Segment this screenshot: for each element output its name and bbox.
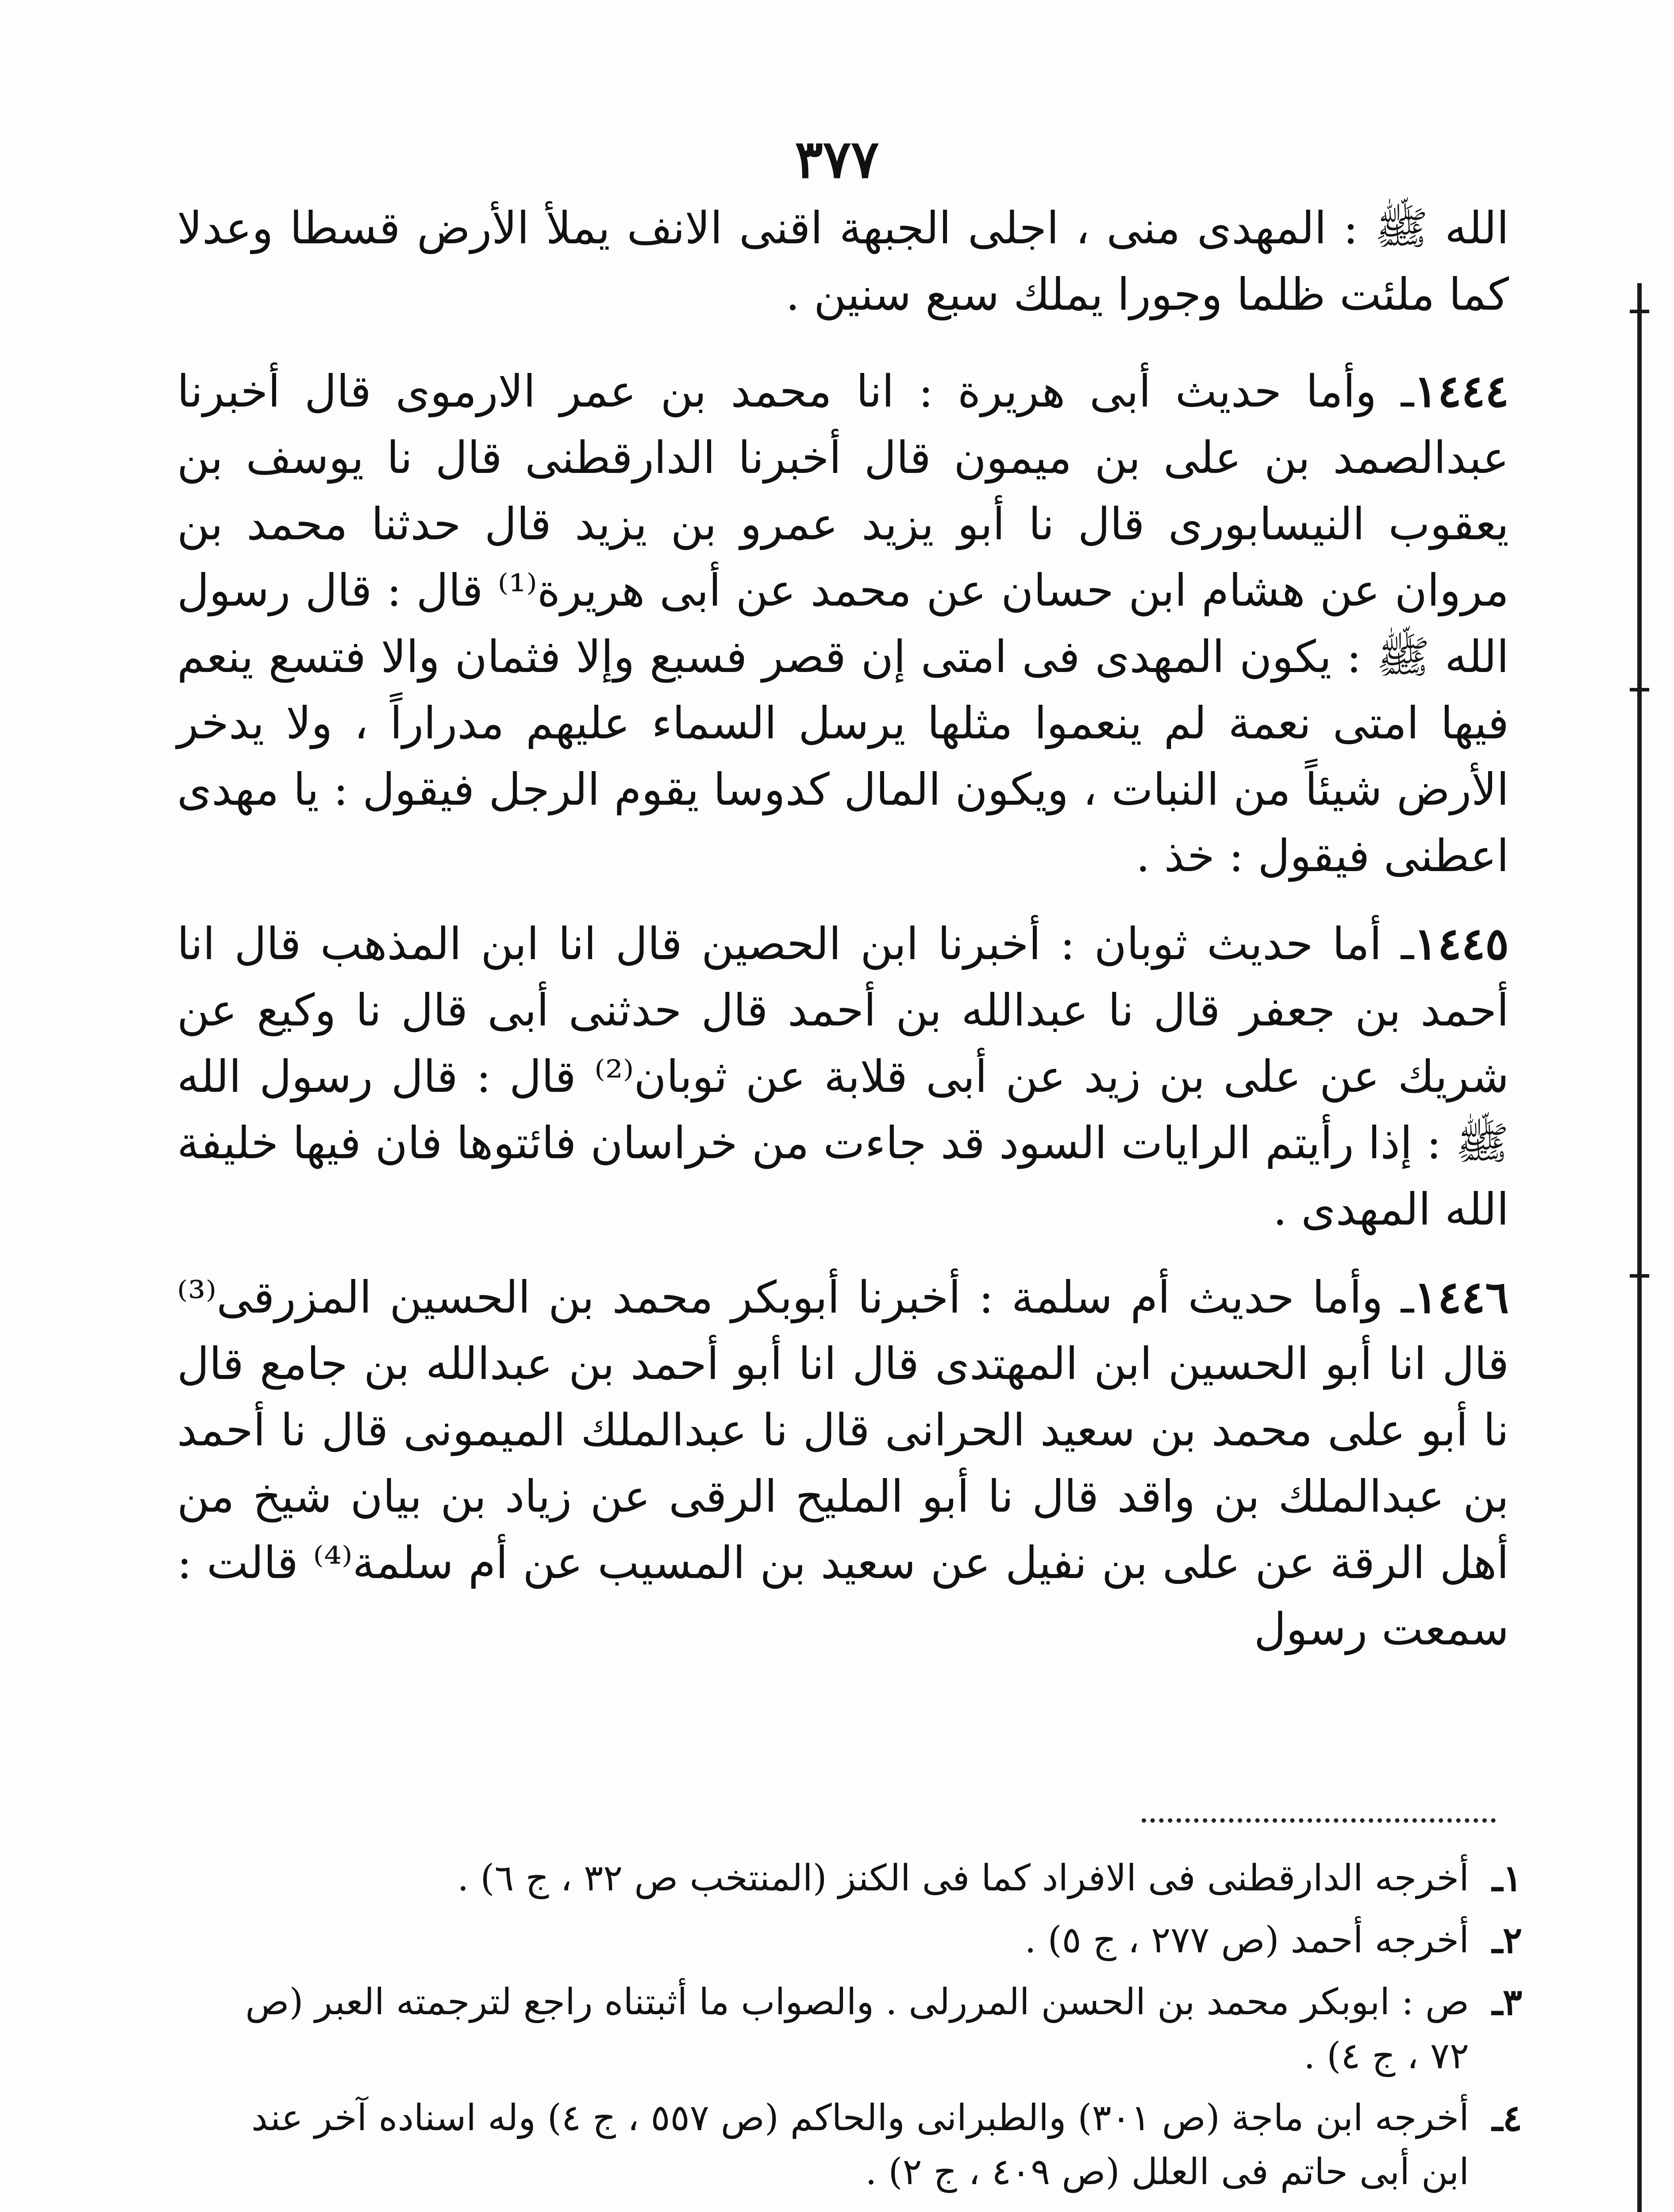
paragraph-text: ـ أما حدیث ثوبان : أخبرنا ابن الحصین قال انا ابن المذهب قال انا أحمد بن جعفر قال نا عبدالله بن أحمد قال حدثنی أبی قال نا وکیع عن شریك عن علی بن زید عن أبی قلابة عن ثوبان⁽²⁾ قال : قال رسول الله ﷺ : إذا رأیتم الرایات السود قد جاءت من خراسان فائتوها فان فیها خلیفة الله المهدی .: [177, 918, 1509, 1235]
paragraph-number: ١٤٤٦: [1414, 1271, 1509, 1323]
paragraph: [177, 195, 1509, 328]
paragraph-number: ١٤٤٤: [1414, 365, 1509, 417]
footnote: [199, 1913, 1522, 1967]
footnote-number: ١ـ: [1492, 1857, 1522, 1900]
footnote-number: ٣ـ: [1492, 1981, 1522, 2024]
binding-edge-tick: [1630, 688, 1649, 691]
footnote-text: أخرجه أحمد (ص ٢٧٧ ، ج ٥) .: [1024, 1919, 1469, 1961]
paragraph-text: الله ﷺ : المهدی منی ، اجلی الجبهة اقنی الانف یملأ الأرض قسطا وعدلا کما ملئت ظلما وجورا یملك سبع سنین .: [177, 202, 1509, 320]
footnote-separator: [1142, 1818, 1496, 1823]
binding-edge-tick: [1630, 1274, 1649, 1278]
footnote-text: ص : ابوبکر محمد بن الحسن المررلی . والصواب ما أثبتناه راجع لترجمته العبر (ص ٧٢ ، ج ٤) .: [245, 1981, 1469, 2077]
page-number: ٣٧٧: [795, 128, 879, 190]
binding-edge-line: [1637, 283, 1642, 2212]
paragraph-number: ١٤٤٥: [1414, 918, 1509, 970]
paragraph-text: ـ وأما حدیث أم سلمة : أخبرنا أبوبکر محمد بن الحسین المزرقی⁽³⁾ قال انا أبو الحسین ابن المهتدی قال انا أبو أحمد بن عبدالله بن جامع قال نا أبو علی محمد بن سعید الحرانی قال نا عبدالملك المیمونی قال نا أحمد بن عبدالملك بن واقد قال نا أبو الملیح الرقی عن زیاد بن بیان شیخ من أهل الرقة عن علی بن نفیل عن سعید بن المسیب عن أم سلمة⁽⁴⁾ قالت : سمعت رسول: [177, 1271, 1509, 1655]
paragraph: [177, 910, 1509, 1243]
paragraph: [177, 1264, 1509, 1663]
paragraph: [177, 358, 1509, 889]
paragraph-text: ـ وأما حدیث أبی هریرة : انا محمد بن عمر الارموی قال أخبرنا عبدالصمد بن علی بن میمون قال أخبرنا الدارقطنی قال نا یوسف بن یعقوب النیسابوری قال نا أبو یزید عمرو بن یزید قال حدثنا محمد بن مروان عن هشام ابن حسان عن محمد عن أبی هریرة⁽¹⁾ قال : قال رسول الله ﷺ : یکون المهدی فی امتی إن قصر فسبع وإلا فثمان والا فتسع ینعم فیها امتی نعمة لم ینعموا مثلها یرسل السماء علیهم مدراراً ، ولا یدخر الأرض شیئاً من النبات ، ویکون المال کدوسا یقوم الرجل فیقول : یا مهدی اعطنی فیقول : خذ .: [177, 365, 1509, 882]
main-text: [177, 195, 1509, 1684]
footnote-number: ٤ـ: [1492, 2097, 1522, 2139]
footnotes: [199, 1851, 1522, 2207]
footnote-number: ٢ـ: [1492, 1919, 1522, 1962]
footnote-text: أخرجه ابن ماجة (ص ٣٠١) والطبرانی والحاکم (ص ٥٥٧ ، ج ٤) وله اسناده آخر عند ابن أبی حاتم فی العلل (ص ٤٠٩ ، ج ٢) .: [251, 2097, 1469, 2193]
footnote: [199, 2091, 1522, 2199]
binding-edge-tick: [1630, 310, 1649, 313]
footnote-text: أخرجه الدارقطنی فی الافراد کما فی الکنز (المنتخب ص ٣٢ ، ج ٦) .: [457, 1857, 1469, 1899]
footnote: [199, 1851, 1522, 1905]
footnote: [199, 1975, 1522, 2083]
